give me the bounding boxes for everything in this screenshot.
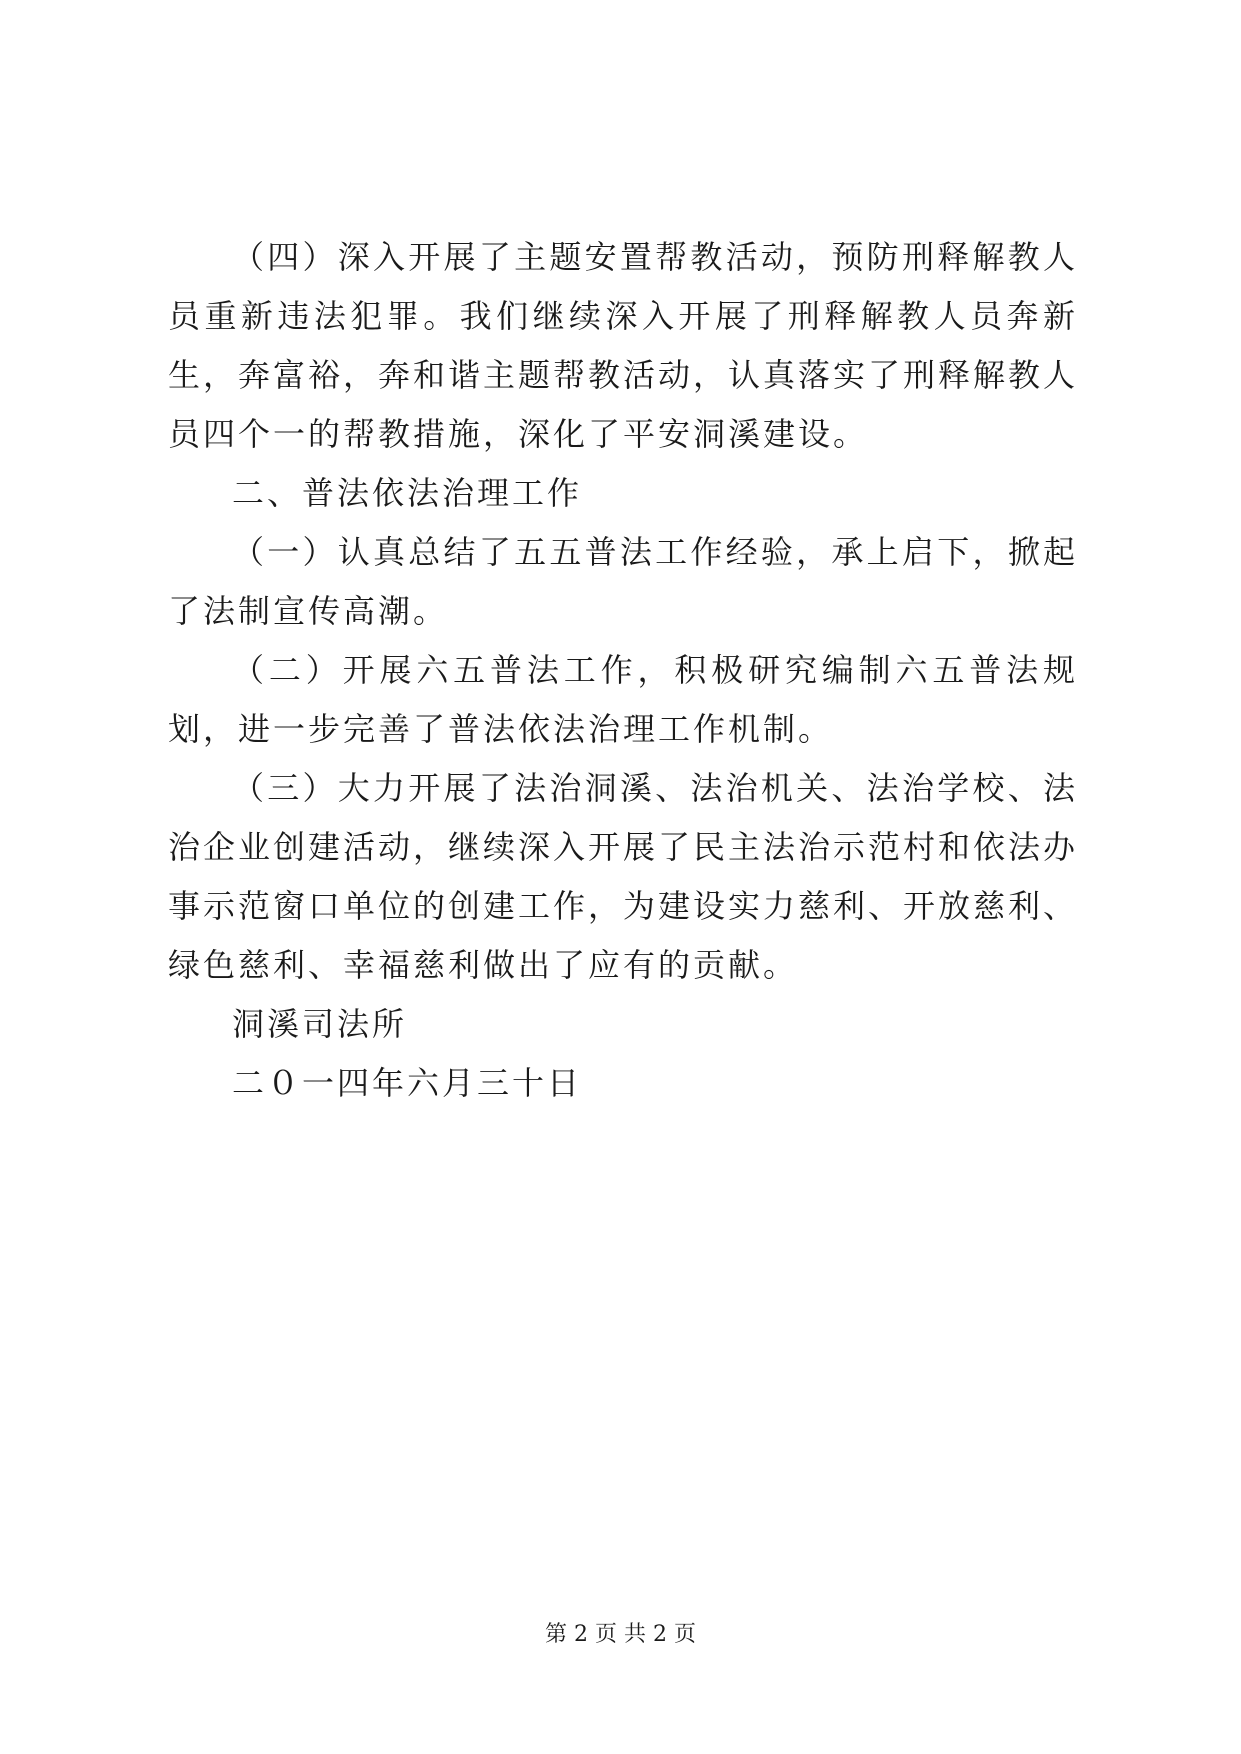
signature-organization: 洞溪司法所 [232, 1005, 408, 1043]
paragraph-resettlement: （四）深入开展了主题安置帮教活动，预防刑释解教人员重新违法犯罪。我们继续深入开展了刑释解教人员奔新生，奔富裕，奔和谐主题帮教活动，认真落实了刑释解教人员四个一的帮教措施，深化了平安洞溪建设。 [168, 238, 1079, 453]
page-number-footer: 第 2 页 共 2 页 [545, 1622, 696, 1647]
paragraph-fifth-five-year-plan: （一）认真总结了五五普法工作经验，承上启下，掀起了法制宣传高潮。 [168, 533, 1078, 630]
document-body [168, 228, 1078, 1113]
paragraph-rule-of-law-creation: （三）大力开展了法治洞溪、法治机关、法治学校、法治企业创建活动，继续深入开展了民主法治示范村和依法办事示范窗口单位的创建工作，为建设实力慈利、开放慈利、绿色慈利、幸福慈利做出了应有的贡献。 [168, 769, 1079, 984]
paragraph-sixth-five-year-plan: （二）开展六五普法工作，积极研究编制六五普法规划，进一步完善了普法依法治理工作机制。 [168, 651, 1078, 748]
section-heading-legal-education: 二、普法依法治理工作 [232, 474, 583, 512]
signature-date: 二０一四年六月三十日 [232, 1064, 583, 1102]
